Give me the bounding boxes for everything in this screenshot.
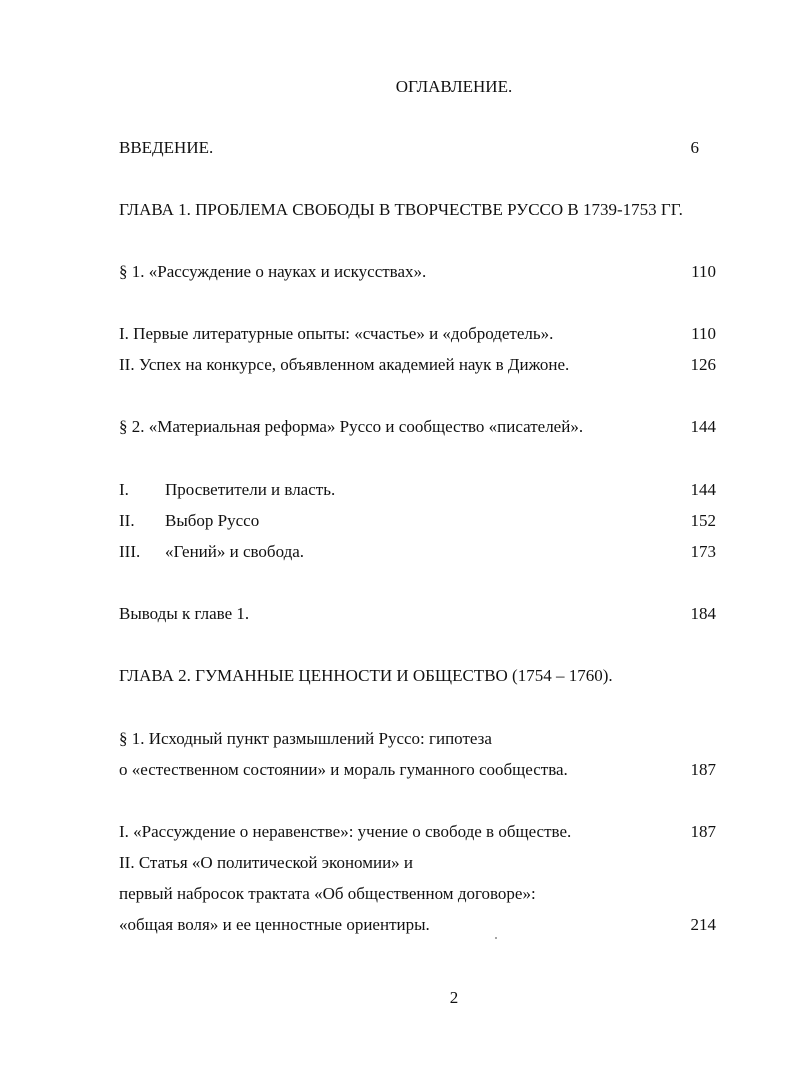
toc-page-ch1-sub1: 144 bbox=[690, 480, 716, 499]
page-number: 2 bbox=[449, 988, 459, 1007]
toc-entry-ch1-section2: § 2. «Материальная реформа» Руссо и сообщество «писателей». bbox=[119, 417, 584, 436]
toc-page-ch1-item1: 110 bbox=[691, 324, 716, 343]
toc-page-ch2-section1: 187 bbox=[690, 760, 716, 779]
chapter-1-title: ГЛАВА 1. ПРОБЛЕМА СВОБОДЫ В ТВОРЧЕСТВЕ РУССО В 1739-1753 ГГ. bbox=[119, 200, 683, 219]
toc-page-ch2-item1: 187 bbox=[690, 822, 716, 841]
toc-page-ch1-section2: 144 bbox=[690, 417, 716, 436]
toc-entry-intro: ВВЕДЕНИЕ. bbox=[119, 138, 214, 157]
toc-entry-ch1-item2: II. Успех на конкурсе, объявленном академией наук в Дижоне. bbox=[119, 355, 570, 374]
toc-page-ch2-item2: 214 bbox=[690, 915, 716, 934]
toc-entry-ch1-item1: I. Первые литературные опыты: «счастье» и «добродетель». bbox=[119, 324, 554, 343]
toc-entry-ch2-item2-line2: первый набросок трактата «Об общественном договоре»: bbox=[119, 884, 536, 903]
toc-numeral-ch1-sub2: II. bbox=[119, 511, 135, 530]
toc-entry-ch1-sub1: Просветители и власть. bbox=[165, 480, 336, 499]
toc-page-ch1-sub3: 173 bbox=[690, 542, 716, 561]
toc-page-ch1-item2: 126 bbox=[690, 355, 716, 374]
toc-entry-ch1-conclusion: Выводы к главе 1. bbox=[119, 604, 250, 623]
scan-speck bbox=[495, 937, 497, 939]
toc-entry-ch2-item1: I. «Рассуждение о неравенстве»: учение о свободе в обществе. bbox=[119, 822, 572, 841]
toc-entry-ch2-section1-line1: § 1. Исходный пункт размышлений Руссо: гипотеза bbox=[119, 729, 492, 748]
toc-numeral-ch1-sub1: I. bbox=[119, 480, 129, 499]
toc-entry-ch2-section1-line2: о «естественном состоянии» и мораль гуманного сообщества. bbox=[119, 760, 568, 779]
toc-entry-ch2-item2-line3: «общая воля» и ее ценностные ориентиры. bbox=[119, 915, 430, 934]
toc-numeral-ch1-sub3: III. bbox=[119, 542, 141, 561]
toc-entry-ch1-section1: § 1. «Рассуждение о науках и искусствах». bbox=[119, 262, 427, 281]
toc-entry-ch1-sub2: Выбор Руссо bbox=[165, 511, 260, 530]
toc-page-ch1-section1: 110 bbox=[691, 262, 716, 281]
toc-page-ch1-sub2: 152 bbox=[690, 511, 716, 530]
chapter-2-title: ГЛАВА 2. ГУМАННЫЕ ЦЕННОСТИ И ОБЩЕСТВО (1754 – 1760). bbox=[119, 666, 613, 685]
page-title: ОГЛАВЛЕНИЕ. bbox=[395, 77, 513, 96]
toc-entry-ch2-item2-line1: II. Статья «О политической экономии» и bbox=[119, 853, 414, 872]
toc-entry-ch1-sub3: «Гений» и свобода. bbox=[165, 542, 305, 561]
toc-page-intro: 6 bbox=[690, 138, 699, 157]
toc-page-ch1-conclusion: 184 bbox=[690, 604, 716, 623]
